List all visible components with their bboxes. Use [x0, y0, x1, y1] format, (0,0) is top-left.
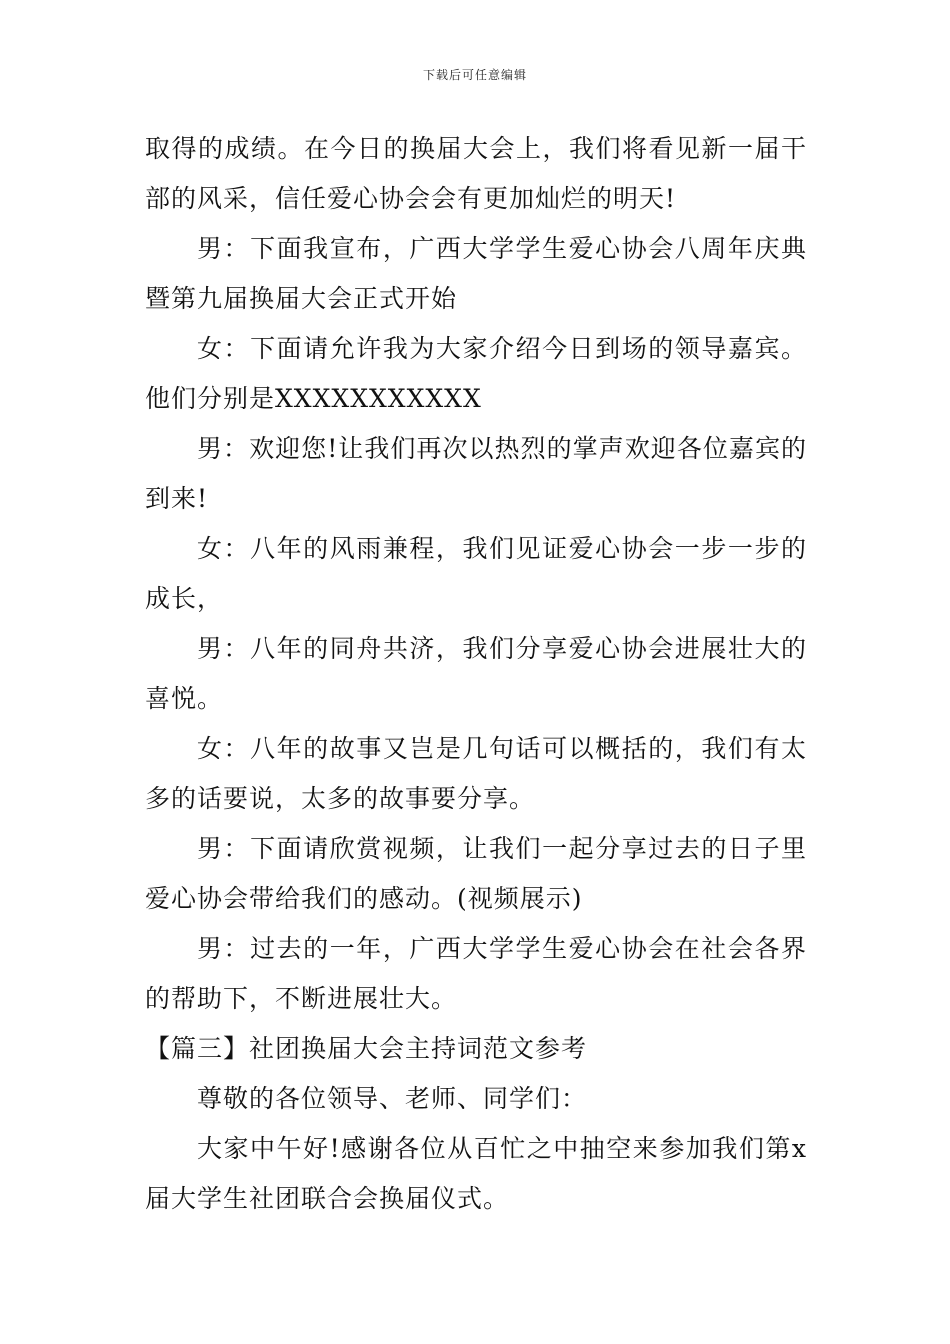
paragraph-3: 女：下面请允许我为大家介绍今日到场的领导嘉宾。他们分别是XXXXXXXXXXX: [145, 334, 807, 413]
section-heading: 【篇三】社团换届大会主持词范文参考: [145, 1034, 588, 1063]
paragraph-7: 女：八年的故事又岂是几句话可以概括的，我们有太多的话要说，太多的故事要分享。: [145, 734, 807, 813]
page-header: 下载后可任意编辑: [422, 68, 527, 82]
paragraph-6: 男：八年的同舟共济，我们分享爱心协会进展壮大的喜悦。: [145, 634, 807, 713]
paragraph-9: 男：过去的一年，广西大学学生爱心协会在社会各界的帮助下，不断进展壮大。: [145, 934, 807, 1013]
paragraph-5: 女：八年的风雨兼程，我们见证爱心协会一步一步的成长，: [145, 534, 807, 613]
paragraph-2: 男：下面我宣布，广西大学学生爱心协会八周年庆典暨第九届换届大会正式开始: [145, 234, 807, 313]
document-body: [145, 124, 807, 1224]
paragraph-4: 男：欢迎您!让我们再次以热烈的掌声欢迎各位嘉宾的到来!: [145, 434, 807, 513]
paragraph-12: 大家中午好!感谢各位从百忙之中抽空来参加我们第x届大学生社团联合会换届仪式。: [145, 1134, 807, 1213]
paragraph-11: 尊敬的各位领导、老师、同学们：: [197, 1084, 588, 1113]
paragraph-8: 男：下面请欣赏视频，让我们一起分享过去的日子里爱心协会带给我们的感动。(视频展示): [145, 834, 807, 913]
paragraph-1: 取得的成绩。在今日的换届大会上，我们将看见新一届干部的风采，信任爱心协会会有更加灿烂的明天!: [145, 134, 807, 213]
